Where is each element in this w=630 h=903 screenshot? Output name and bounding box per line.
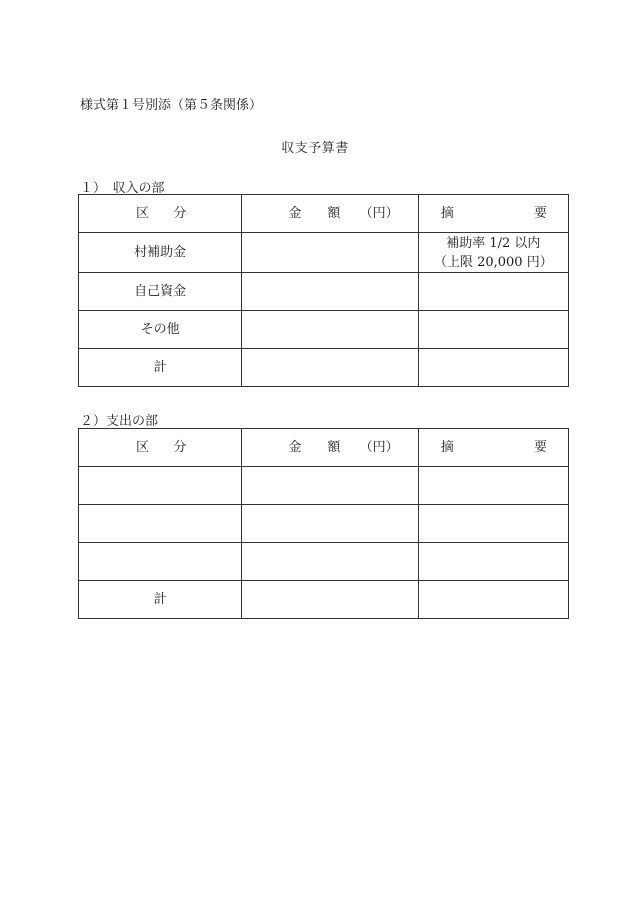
row-amount[interactable] bbox=[242, 543, 418, 581]
row-label[interactable] bbox=[79, 505, 242, 543]
row-note[interactable] bbox=[418, 311, 568, 349]
kingaku-char-2: 額 bbox=[327, 440, 341, 455]
row-amount[interactable] bbox=[242, 349, 418, 387]
row-label: 自己資金 bbox=[79, 273, 242, 311]
form-reference: 様式第１号別添（第５条関係） bbox=[80, 98, 263, 113]
expense-header-row bbox=[79, 429, 569, 467]
row-label: 村補助金 bbox=[79, 233, 242, 273]
row-amount[interactable] bbox=[242, 233, 418, 273]
tekiyo-char-1: 摘 bbox=[440, 206, 454, 221]
table-row bbox=[79, 467, 569, 505]
note-line-2: （上限 20,000 円） bbox=[433, 254, 553, 270]
row-note[interactable] bbox=[418, 349, 568, 387]
row-note[interactable] bbox=[418, 467, 568, 505]
column-header-kubun bbox=[79, 195, 242, 233]
table-row bbox=[79, 233, 569, 273]
total-row bbox=[79, 349, 569, 387]
row-label: 計 bbox=[79, 581, 242, 619]
row-amount[interactable] bbox=[242, 505, 418, 543]
page-title: 収支予算書 bbox=[281, 141, 349, 156]
row-amount[interactable] bbox=[242, 467, 418, 505]
table-row bbox=[79, 311, 569, 349]
kubun-char-2: 分 bbox=[173, 206, 187, 221]
row-note[interactable] bbox=[418, 233, 568, 273]
total-row bbox=[79, 581, 569, 619]
column-header-tekiyo bbox=[418, 429, 568, 467]
kingaku-unit: （円） bbox=[359, 206, 399, 221]
expense-table bbox=[78, 428, 569, 619]
column-header-kingaku bbox=[242, 195, 418, 233]
row-note[interactable] bbox=[418, 505, 568, 543]
row-amount[interactable] bbox=[242, 581, 418, 619]
income-section-heading: １） 収入の部 bbox=[80, 181, 165, 196]
table-row bbox=[79, 543, 569, 581]
row-label: 計 bbox=[79, 349, 242, 387]
row-note[interactable] bbox=[418, 543, 568, 581]
row-amount[interactable] bbox=[242, 311, 418, 349]
column-header-tekiyo bbox=[418, 195, 568, 233]
row-label: その他 bbox=[79, 311, 242, 349]
kingaku-char-1: 金 bbox=[288, 206, 302, 221]
expense-section-heading: ２）支出の部 bbox=[80, 414, 159, 429]
row-note[interactable] bbox=[418, 581, 568, 619]
kingaku-char-2: 額 bbox=[327, 206, 341, 221]
row-label[interactable] bbox=[79, 467, 242, 505]
row-label[interactable] bbox=[79, 543, 242, 581]
row-note[interactable] bbox=[418, 273, 568, 311]
table-row bbox=[79, 273, 569, 311]
kingaku-char-1: 金 bbox=[288, 440, 302, 455]
tekiyo-char-2: 要 bbox=[533, 440, 547, 455]
table-row bbox=[79, 505, 569, 543]
kubun-char-1: 区 bbox=[136, 206, 150, 221]
tekiyo-char-1: 摘 bbox=[440, 440, 454, 455]
column-header-kubun bbox=[79, 429, 242, 467]
row-amount[interactable] bbox=[242, 273, 418, 311]
income-header-row bbox=[79, 195, 569, 233]
kubun-char-2: 分 bbox=[173, 440, 187, 455]
tekiyo-char-2: 要 bbox=[533, 206, 547, 221]
note-line-1: 補助率 1/2 以内 bbox=[446, 235, 541, 251]
kingaku-unit: （円） bbox=[359, 440, 399, 455]
column-header-kingaku bbox=[242, 429, 418, 467]
income-table bbox=[78, 194, 569, 387]
kubun-char-1: 区 bbox=[136, 440, 150, 455]
